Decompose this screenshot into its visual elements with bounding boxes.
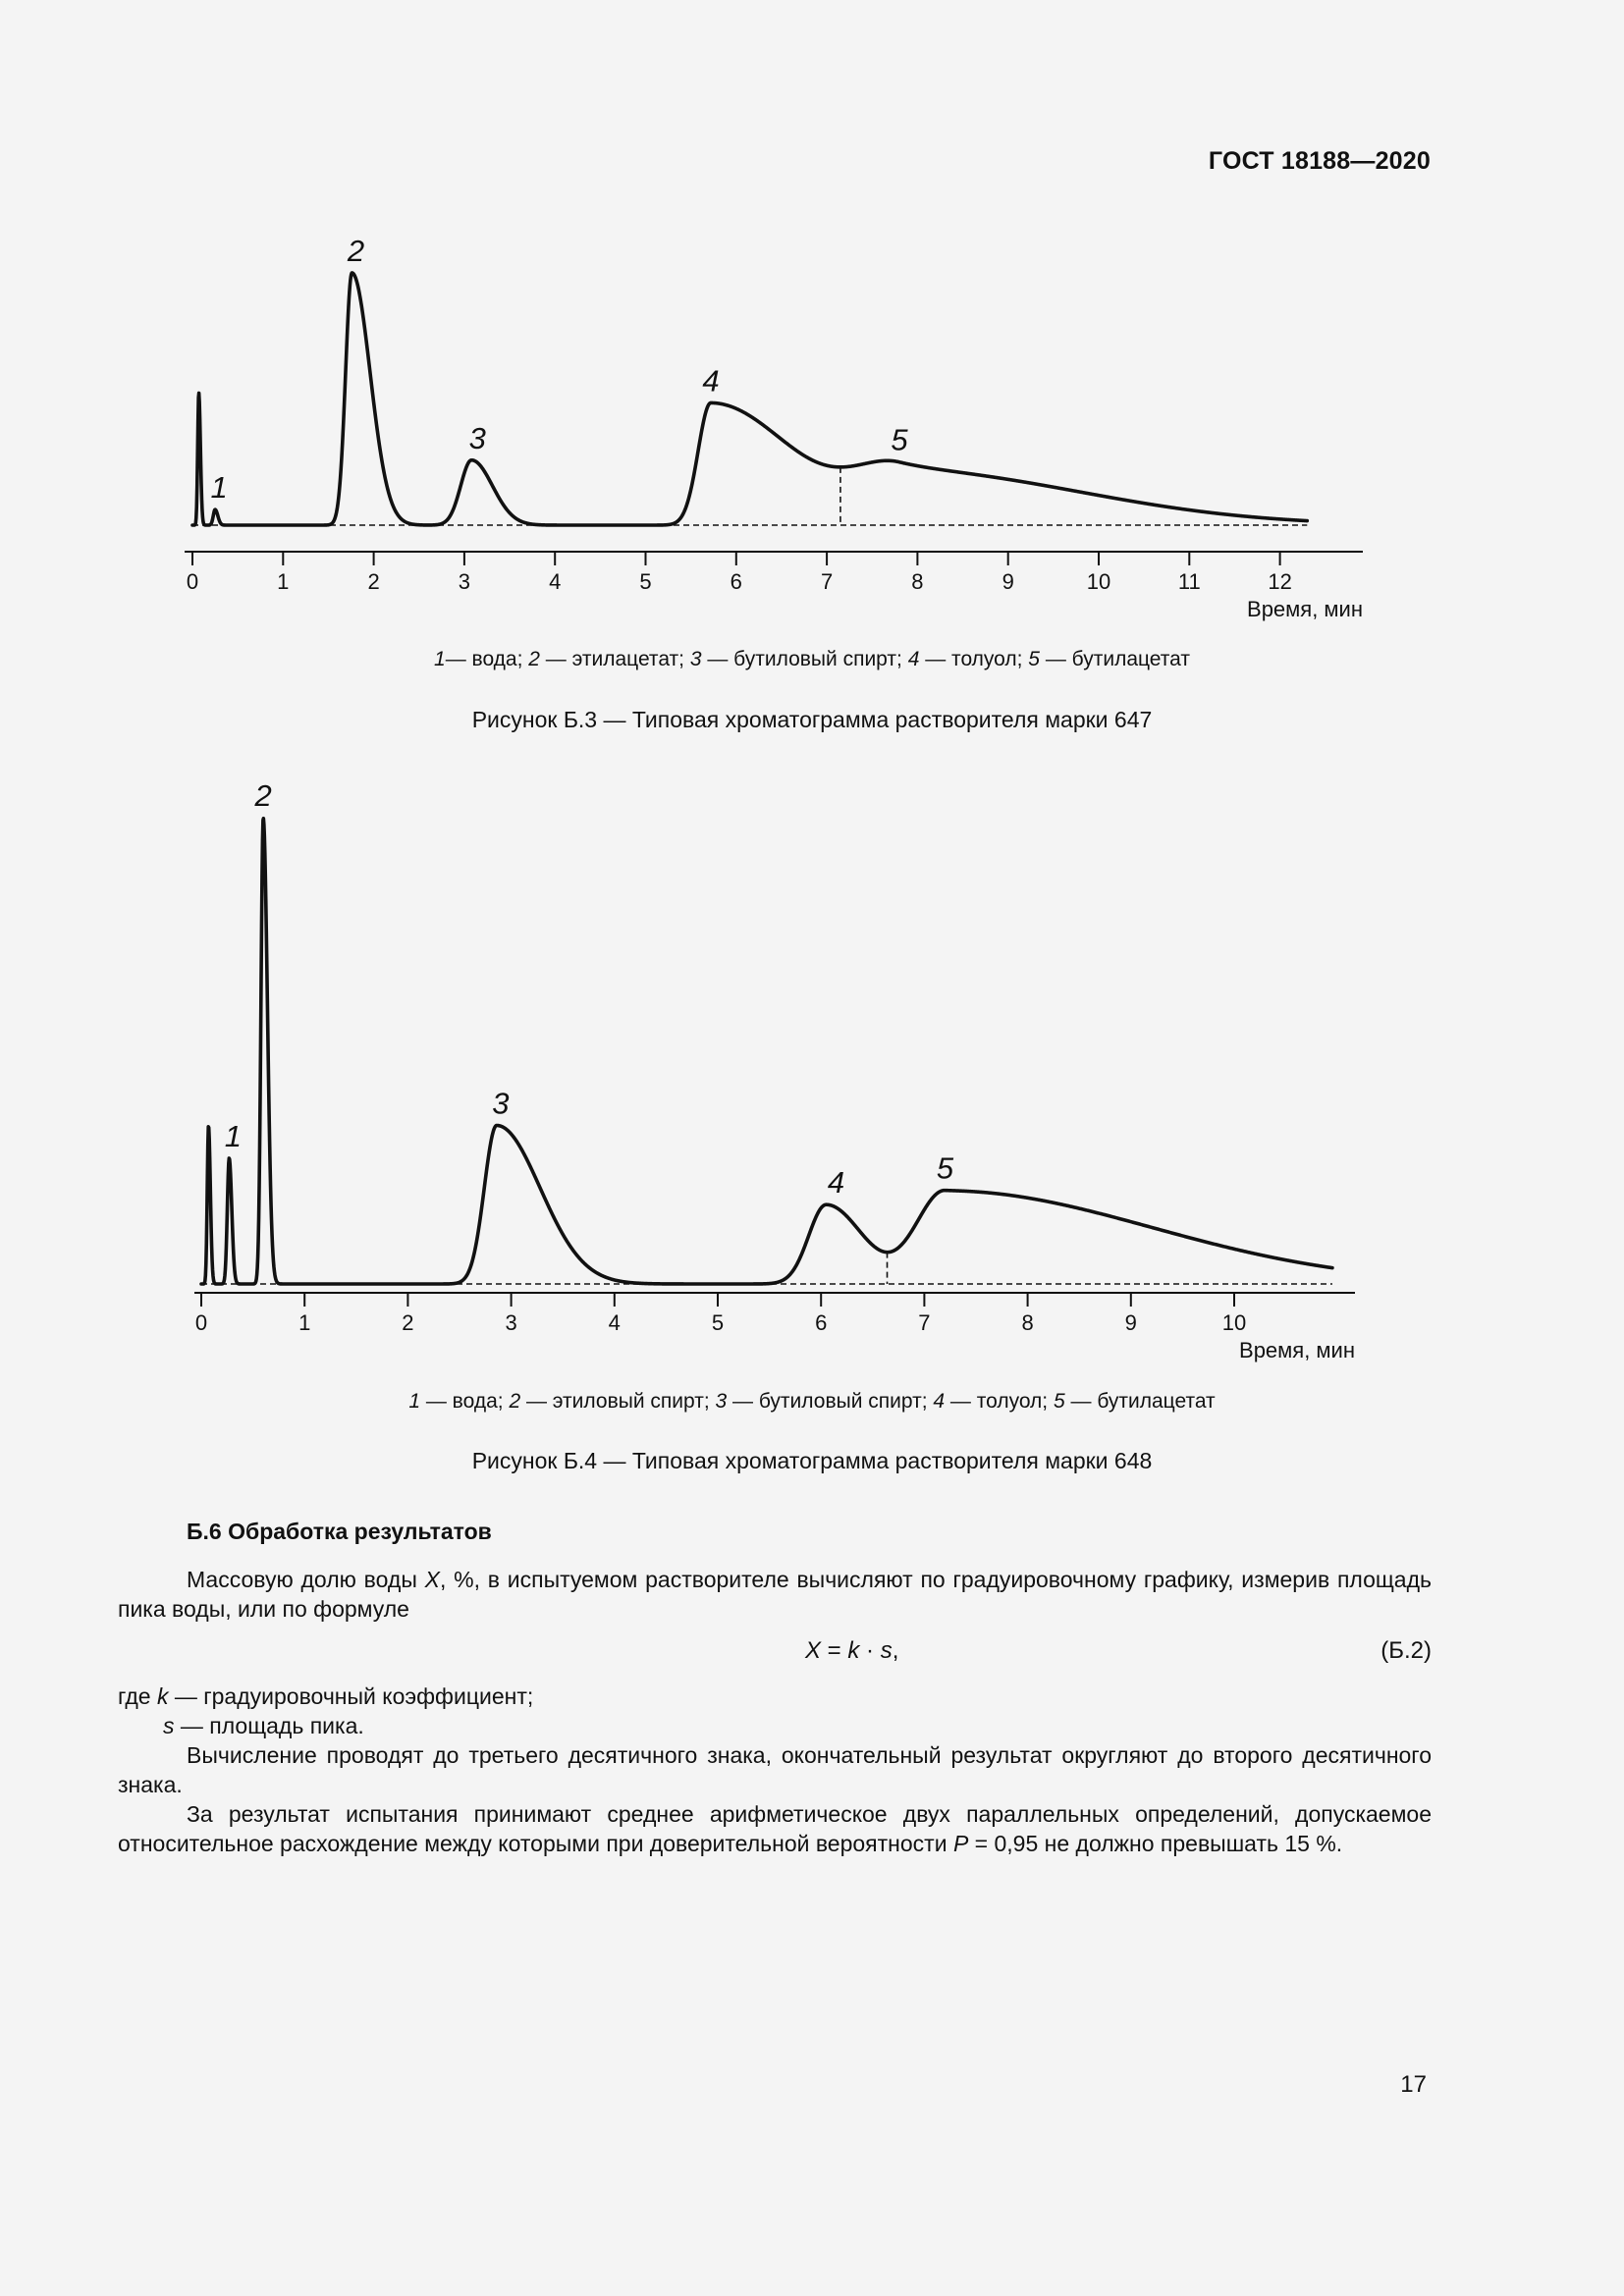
x-axis-title: Время, мин [1247, 597, 1363, 621]
x-tick-label: 2 [367, 569, 380, 594]
where-k: где k — градуировочный коэффициент; [118, 1683, 534, 1709]
x-tick-label: 1 [277, 569, 290, 594]
x-tick-label: 7 [820, 569, 834, 594]
peak-label-2: 2 [347, 233, 365, 268]
chromatogram-647 [0, 216, 1624, 628]
peak-label-2: 2 [254, 778, 272, 813]
x-tick-label: 10 [1221, 1310, 1247, 1335]
x-tick-label: 8 [1021, 1310, 1034, 1335]
x-tick-label: 6 [730, 569, 742, 594]
peak-label-3: 3 [492, 1086, 510, 1121]
section-title: Б.6 Обработка результатов [187, 1519, 492, 1544]
x-tick-label: 7 [918, 1310, 931, 1335]
x-tick-label: 4 [608, 1310, 621, 1335]
section-paragraph-2: Вычисление проводят до третьего десятичного знака, окончательный результат округляют до второго десятичного знака. [118, 1742, 1432, 1797]
x-tick-label: 3 [505, 1310, 517, 1335]
peak-label-1: 1 [210, 470, 228, 506]
x-tick-label: 10 [1086, 569, 1111, 594]
figure-caption-648: Рисунок Б.4 — Типовая хроматограмма растворителя марки 648 [471, 1448, 1153, 1473]
x-tick-label: 4 [549, 569, 562, 594]
x-tick-label: 9 [1001, 569, 1014, 594]
page-number: 17 [1400, 2071, 1427, 2098]
x-tick-label: 9 [1124, 1310, 1137, 1335]
chromatogram-trace [201, 819, 1332, 1284]
x-tick-label: 5 [639, 569, 652, 594]
chromatogram-trace [192, 273, 1307, 525]
x-tick-label: 1 [298, 1310, 311, 1335]
x-tick-label: 12 [1268, 569, 1292, 594]
figure-caption-647: Рисунок Б.3 — Типовая хроматограмма растворителя марки 647 [471, 707, 1153, 732]
peak-label-5: 5 [891, 422, 908, 457]
peak-label-5: 5 [936, 1150, 954, 1186]
x-tick-label: 6 [815, 1310, 828, 1335]
x-tick-label: 0 [194, 1310, 208, 1335]
peak-label-4: 4 [827, 1165, 845, 1201]
peak-label-4: 4 [702, 363, 720, 399]
x-tick-label: 0 [186, 569, 199, 594]
x-tick-label: 11 [1177, 569, 1201, 594]
where-s: s — площадь пика. [163, 1713, 364, 1738]
x-axis-title: Время, мин [1239, 1338, 1355, 1362]
x-tick-label: 5 [711, 1310, 725, 1335]
peak-label-1: 1 [224, 1118, 243, 1153]
chromatogram-648 [0, 775, 1624, 1374]
x-tick-label: 3 [458, 569, 471, 594]
figure-legend-647: 1— вода; 2 — этилацетат; 3 — бутиловый спирт; 4 — толуол; 5 — бутилацетат [434, 648, 1190, 670]
where-block [118, 1682, 1432, 1858]
section-paragraph-3: За результат испытания принимают среднее арифметическое двух параллельных определений, допускаемое относительное расхождение между которыми при доверительной вероятности P = 0,95 не должно превышать 15 %. [118, 1801, 1432, 1856]
figure-legend-648: 1 — вода; 2 — этиловый спирт; 3 — бутиловый спирт; 4 — толуол; 5 — бутилацетат [408, 1390, 1216, 1413]
formula: X = k · s, [805, 1637, 899, 1664]
x-tick-label: 2 [402, 1310, 414, 1335]
peak-label-3: 3 [468, 420, 486, 455]
section-paragraph-1: Массовую долю воды X, %, в испытуемом растворителе вычисляют по градуировочному графику, измерив площадь пика воды, или по формуле [118, 1567, 1432, 1622]
x-tick-label: 8 [911, 569, 924, 594]
formula-number: (Б.2) [1380, 1637, 1432, 1664]
standard-header: ГОСТ 18188—2020 [1208, 147, 1431, 175]
